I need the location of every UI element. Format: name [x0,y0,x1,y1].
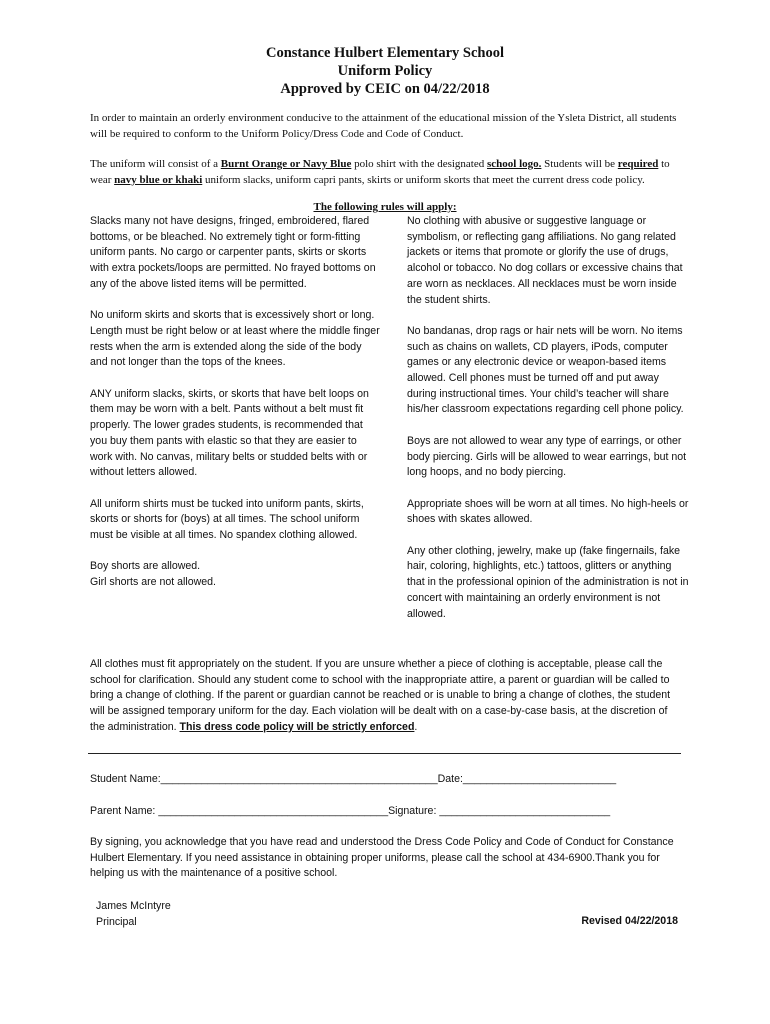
rule-boy-shorts: Boy shorts are allowed. [90,560,201,573]
rule-slacks: Slacks many not have designs, fringed, embroidered, flared bottoms, or be bleached. No extremely tight or form-fitting uniform pants. No cargo or carpenter pants, skirts or skorts with extra pockets/loops are permitted. No frayed bottoms on any of the above listed items will be permitted. [90,215,376,290]
intro-paragraph: In order to maintain an orderly environment conducive to the attainment of the educational mission of the Ysleta District, all students will be required to conform to the Uniform Policy/Dress Code and Code of Conduct. [90,112,677,140]
signature-label: Signature: [388,805,440,817]
parent-name-blank[interactable]: _______________________________________ [158,805,389,817]
rule-girl-shorts: Girl shorts are not allowed. [90,576,217,589]
closing-end: . [414,720,418,733]
signature-blank[interactable]: _____________________________ [439,805,611,817]
revised-date: Revised 04/22/2018 [581,915,678,927]
shirt-colors: Burnt Orange or Navy Blue [220,158,352,170]
closing-paragraph [90,657,680,736]
parent-signature-row [90,804,690,818]
rule-earrings: Boys are not allowed to wear any type of earrings, or other body piercing. Girls will be allowed to wear earrings, but not long hoops, and no body piercing. [407,434,687,479]
document-header [0,44,770,98]
principal-name: James McIntyre [96,900,171,912]
school-name: Constance Hulbert Elementary School [265,45,505,61]
uniform-text: uniform slacks, uniform capri pants, skirts or uniform skorts that meet the current dress code policy. [202,174,645,186]
uniform-text: The uniform will consist of a [90,158,221,170]
rule-other-clothing: Any other clothing, jewelry, make up (fake fingernails, fake hair, coloring, highlights, etc.) tattoos, glitters or anything that in the professional opinion of the administration is not in concert with maintaining an orderly environment is not allowed. [407,544,689,620]
right-rules-column [407,214,689,622]
left-rules-column [90,214,380,591]
rule-shoes: Appropriate shoes will be worn at all times. No high-heels or shoes with skates allowed. [407,497,689,526]
rule-abusive-clothing: No clothing with abusive or suggestive language or symbolism, or reflecting gang affiliations. No gang related jackets or items that promote or glorify the use of drugs, alcohol or tobacco. No dog collars or excessive chains that are worn as necklaces. All necklaces must be worn inside the student shirts. [407,215,683,306]
uniform-text: polo shirt with the designated [351,158,487,170]
slack-colors: navy blue or khaki [114,174,203,186]
uniform-text: Students will be [541,158,618,170]
student-name-blank[interactable]: _______________________________________________ [160,773,438,785]
date-blank[interactable]: __________________________ [462,773,617,785]
uniform-statement [90,156,678,188]
closing-text: All clothes must fit appropriately on the student. If you are unsure whether a piece of clothing is acceptable, please call the school for clarification. Should any student come to school with the inappropriate attire, a parent or guardian will be called to bring a change of clothing. If the parent or guardian cannot be reached or is unable to bring a change of clothes, the student will be assigned temporary uniform for the day. Each violation will be dealt with on a case-by-case basis, at the discretion of the administration. [90,658,671,733]
rule-skirt-length: No uniform skirts and skorts that is excessively short or long. Length must be right below or at least where the middle finger rests when the arm is extended along the side of the body and not longer than the tops of the knees. [90,309,380,369]
divider [88,753,681,754]
parent-name-label: Parent Name: [90,805,159,817]
required-text: required [617,158,659,170]
approval-line: Approved by CEIC on 04/22/2018 [280,81,490,97]
policy-title: Uniform Policy [337,63,433,79]
principal-title: Principal [96,916,137,928]
student-signature-row [90,772,690,786]
rule-bandanas-electronics: No bandanas, drop rags or hair nets will be worn. No items such as chains on wallets, CD players, iPods, computer games or any electronic device or weapon-based items allowed. Cell phones must be turned off and put away during instructional times. Your child’s teacher will share his/her classroom expectations regarding cell phone policy. [407,324,684,416]
student-name-label: Student Name: [90,773,161,785]
date-label: Date: [437,773,463,785]
enforcement-notice: This dress code policy will be strictly enforced [179,720,415,733]
rules-heading: The following rules will apply: [313,201,457,213]
school-logo-text: school logo. [487,158,542,170]
rule-belts: ANY uniform slacks, skirts, or skorts that have belt loops on them may be worn with a belt. Pants without a belt must fit properly. The lower grades students, is recommended that you buy them pants with elastic so that they are easier to work with. No canvas, military belts or studded belts with or without letters allowed. [90,387,369,479]
rule-shirts-tucked: All uniform shirts must be tucked into uniform pants, skirts, skorts or shorts for (boys) at all times. The school uniform must be visible at all times. No spandex clothing allowed. [90,497,364,542]
uniform-text: to wear [90,158,670,186]
acknowledgement-paragraph: By signing, you acknowledge that you have read and understood the Dress Code Policy and Code of Conduct for Constance Hulbert Elementary. If you need assistance in obtaining proper uniforms, please call the school at 434-6900.Thank you for helping us with the maintenance of a positive school. [90,836,674,880]
